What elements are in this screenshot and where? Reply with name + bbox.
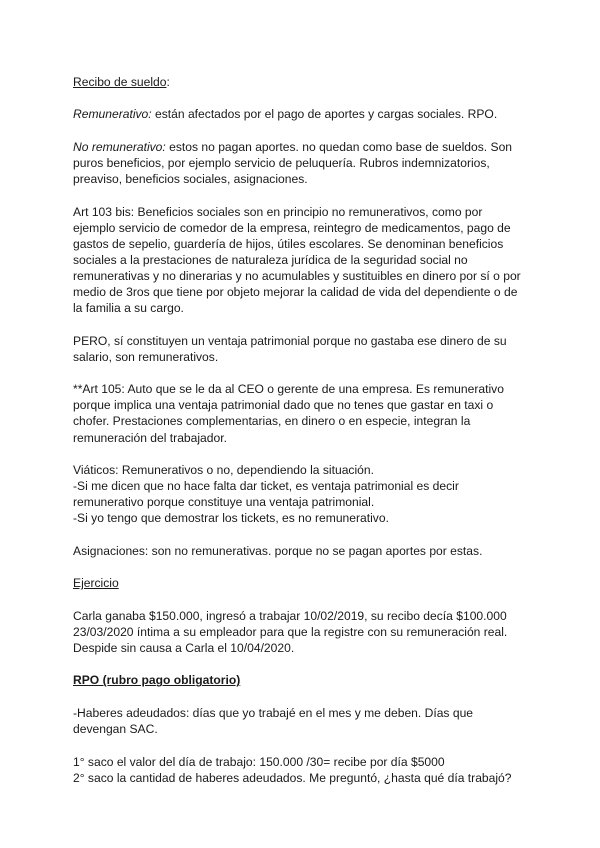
remunerativo-paragraph bbox=[73, 106, 543, 122]
remunerativo-term: Remunerativo: bbox=[73, 107, 152, 122]
asignaciones-paragraph: Asignaciones: son no remunerativas. porque no se pagan aportes por estas. bbox=[73, 543, 483, 558]
art105-line: **Art 105: Auto que se le da al CEO o gerente de una empresa. Es remunerativo bbox=[73, 382, 504, 397]
title-suffix: : bbox=[166, 75, 170, 89]
pero-line: salario, son remunerativos. bbox=[73, 349, 219, 364]
no-remunerativo-text: estos no pagan aportes. no quedan como base de sueldos. Son bbox=[165, 139, 513, 154]
ejercicio-heading: Ejercicio bbox=[73, 576, 119, 591]
remunerativo-text: están afectados por el pago de aportes y cargas sociales. RPO. bbox=[151, 107, 498, 122]
viaticos-line: Viáticos: Remunerativos o no, dependiendo la situación. bbox=[73, 463, 374, 478]
no-remunerativo-paragraph bbox=[73, 139, 543, 187]
carla-paragraph bbox=[73, 608, 543, 656]
no-remunerativo-line: preaviso, beneficios sociales, asignaciones. bbox=[73, 172, 308, 187]
haberes-line: devengan SAC. bbox=[73, 722, 158, 737]
haberes-line: -Haberes adeudados: días que yo trabajé en el mes y me deben. Días que bbox=[73, 705, 474, 720]
carla-line: 23/03/2020 íntima a su empleador para que la registre con su remuneración real. bbox=[73, 624, 508, 639]
no-remunerativo-line: puros beneficios, por ejemplo servicio de peluquería. Rubros indemnizatorios, bbox=[73, 156, 490, 171]
pasos-line: 1° saco el valor del día de trabajo: 150.000 /30= recibe por día $5000 bbox=[73, 754, 445, 769]
pero-line: PERO, sí constituyen un ventaja patrimonial porque no gastaba ese dinero de su bbox=[73, 333, 507, 348]
viaticos-line: remunerativo porque constituye una ventaja patrimonial. bbox=[73, 495, 375, 510]
viaticos-paragraph bbox=[73, 462, 543, 526]
viaticos-line: -Si yo tengo que demostrar los tickets, es no remunerativo. bbox=[73, 511, 389, 526]
no-remunerativo-term: No remunerativo: bbox=[73, 139, 166, 154]
no-remunerativo-line bbox=[73, 139, 543, 155]
art103-line: Art 103 bis: Beneficios sociales son en principio no remunerativos, como por bbox=[73, 204, 483, 219]
pasos-line: 2° saco la cantidad de haberes adeudados. Me preguntó, ¿hasta qué día trabajó? bbox=[73, 770, 512, 785]
art105-line: remuneración del trabajador. bbox=[73, 430, 227, 445]
title-text: Recibo de sueldo bbox=[73, 75, 167, 89]
art103-line: medio de 3ros que tiene por objeto mejorar la calidad de vida del dependiente o de bbox=[73, 285, 518, 300]
art105-line: chofer. Prestaciones complementarias, en dinero o en especie, integran la bbox=[73, 414, 471, 429]
carla-line: Carla ganaba $150.000, ingresó a trabajar 10/02/2019, su recibo decía $100.000 bbox=[73, 608, 507, 623]
carla-line: Despide sin causa a Carla el 10/04/2020. bbox=[73, 640, 295, 655]
pero-paragraph bbox=[73, 333, 543, 365]
art105-paragraph bbox=[73, 381, 543, 445]
viaticos-line: -Si me dicen que no hace falta dar ticket, es ventaja patrimonial es decir bbox=[73, 479, 459, 494]
art103-line: remunerativas y no dinerarias y no acumulables y sustituibles en dinero por sí o por bbox=[73, 269, 521, 284]
pasos-paragraph bbox=[73, 754, 543, 786]
art103-line: ejemplo servicio de comedor de la empresa, reintegro de medicamentos, pago de bbox=[73, 220, 511, 235]
art105-line: porque implica una ventaja patrimonial dado que no tenes que gastar en taxi o bbox=[73, 398, 494, 413]
rpo-heading: RPO (rubro pago obligatorio) bbox=[73, 673, 241, 688]
art103-line: gastos de sepelio, guardería de hijos, útiles escolares. Se denominan beneficios bbox=[73, 236, 504, 251]
document-page bbox=[73, 74, 543, 802]
art103-line: la familia a su cargo. bbox=[73, 301, 184, 316]
haberes-paragraph bbox=[73, 705, 543, 737]
art103-paragraph bbox=[73, 204, 543, 317]
art103-line: sociales a la prestaciones de naturaleza jurídica de la seguridad social no bbox=[73, 252, 468, 267]
section-title bbox=[73, 74, 543, 90]
